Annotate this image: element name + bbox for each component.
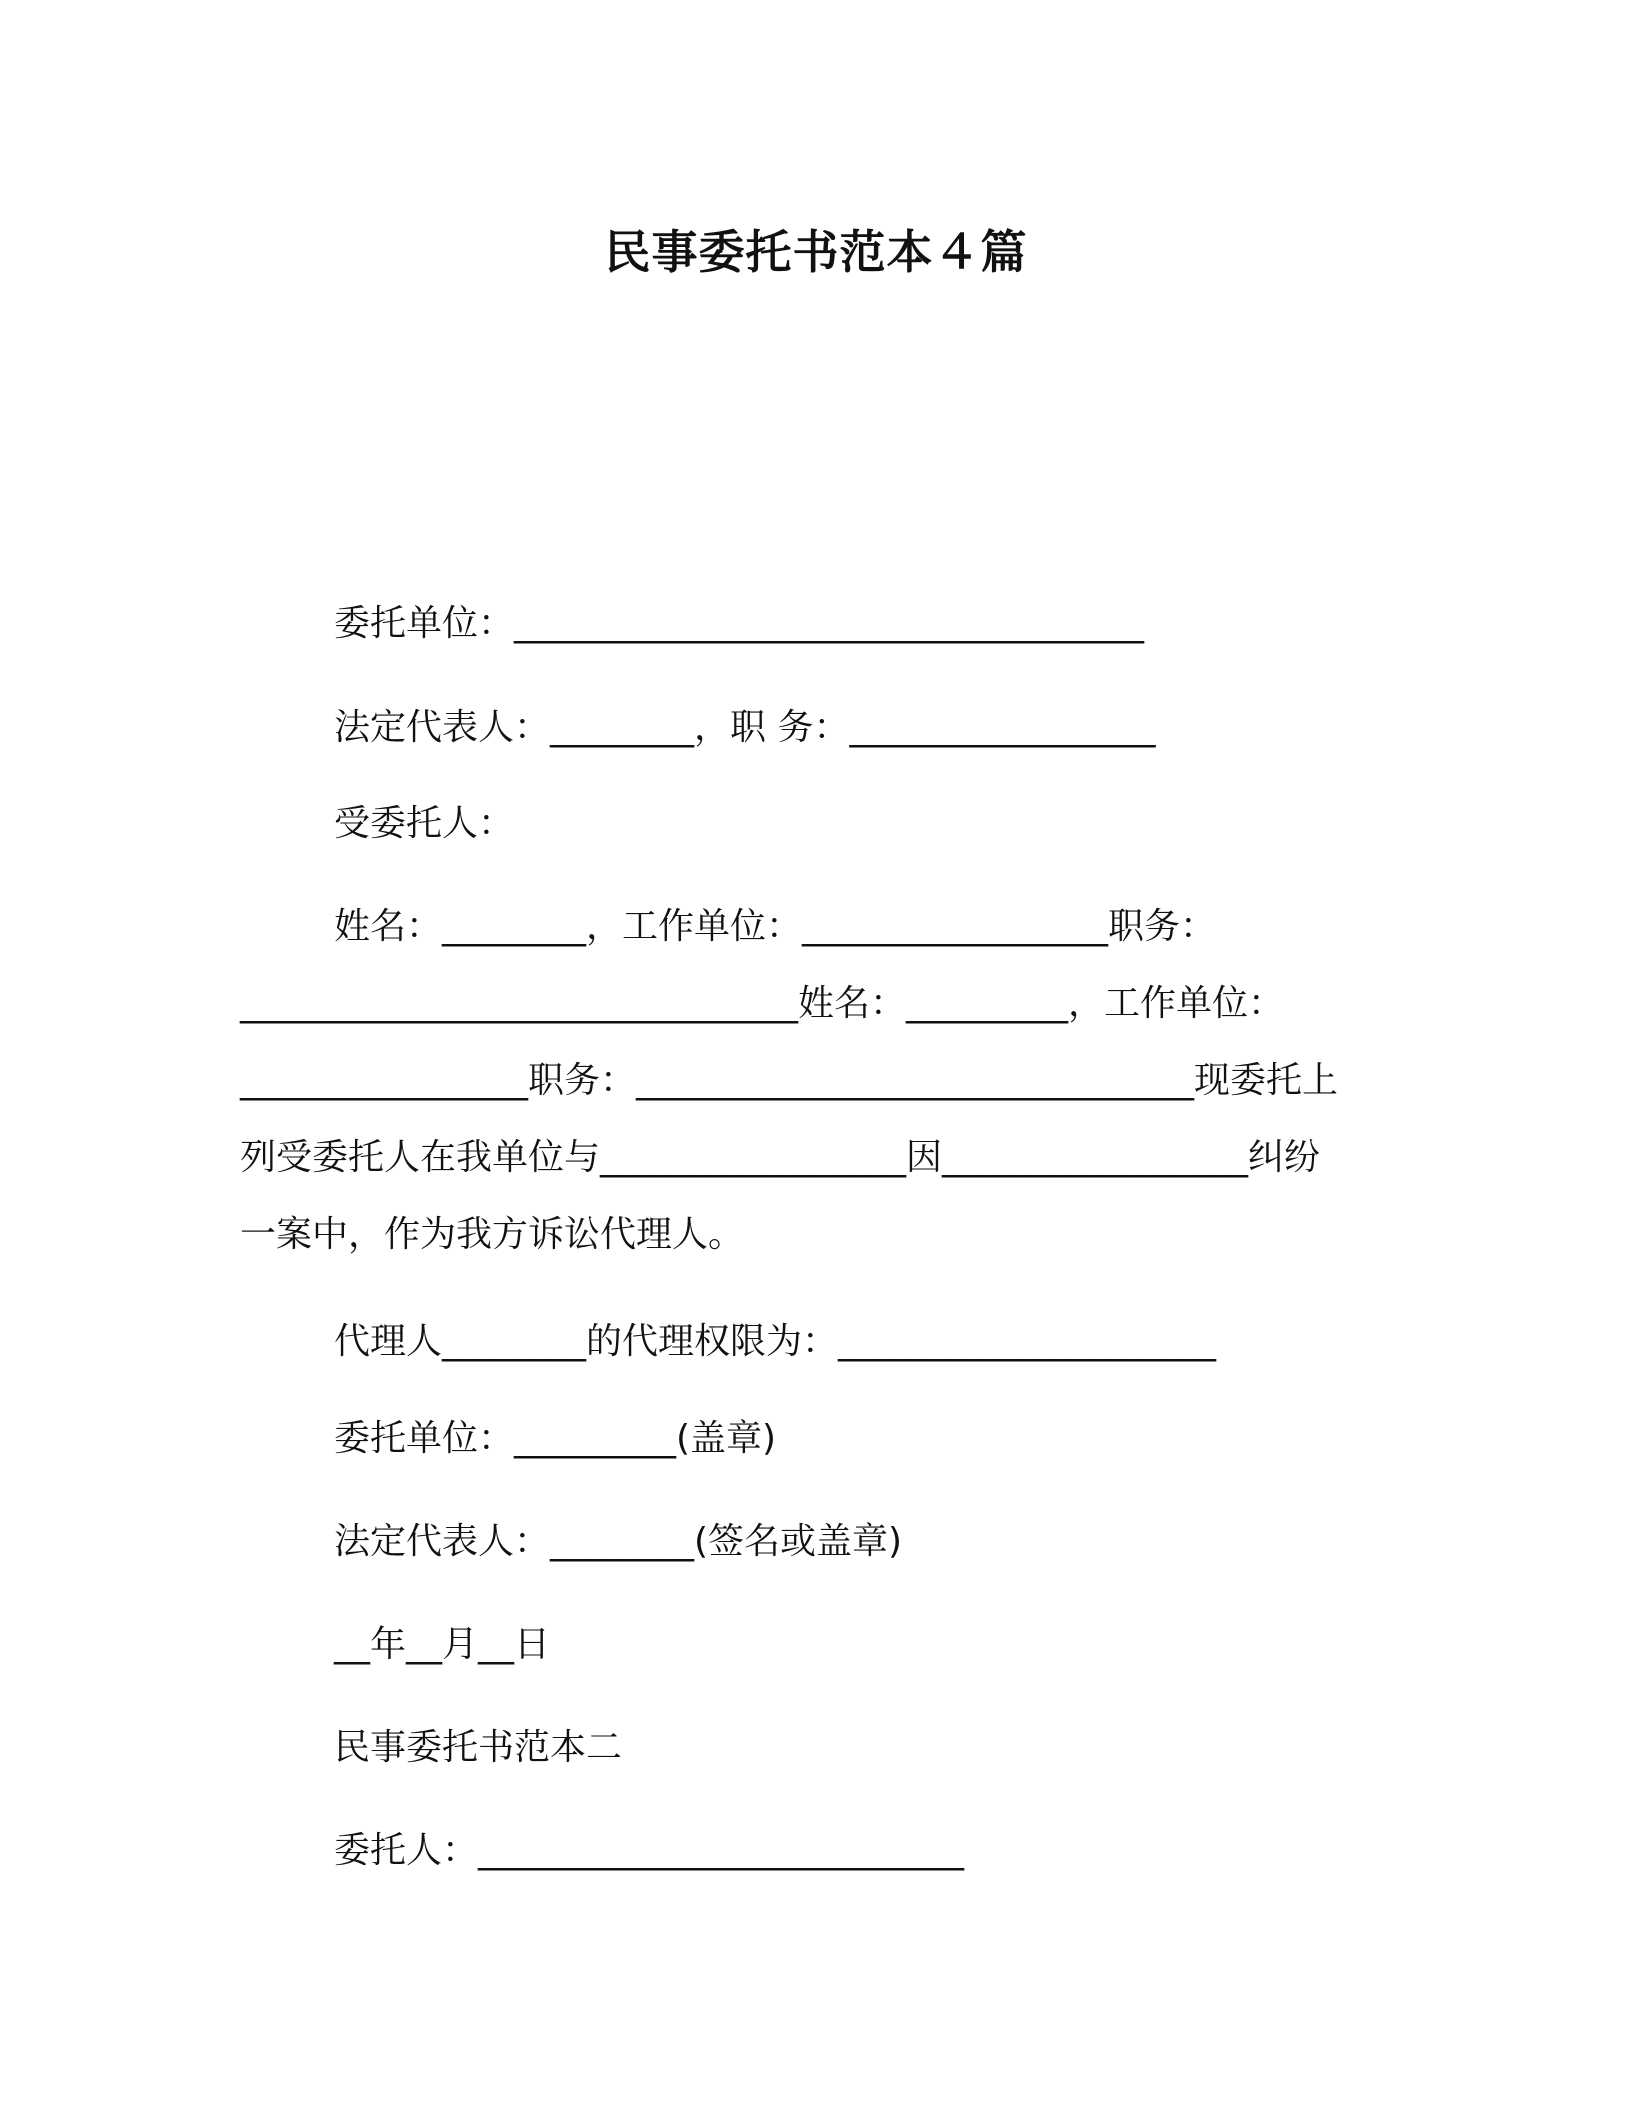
entrusting-unit-seal-line: 委托单位：_________(盖章)	[334, 1418, 777, 1459]
legal-representative-line: 法定代表人：________，职 务：_________________	[334, 707, 1156, 748]
entrusting-unit-line: 委托单位：___________________________________	[334, 603, 1145, 644]
legal-representative-signature-line: 法定代表人：________(签名或盖章)	[334, 1521, 903, 1562]
trustee-heading: 受委托人：	[334, 803, 515, 844]
trustee-info-line-4: 列受委托人在我单位与_________________因_________________纠纷	[240, 1137, 1321, 1178]
agent-authority-line: 代理人________的代理权限为：_____________________	[334, 1321, 1217, 1362]
date-line: __年__月__日	[334, 1624, 551, 1665]
document-title: 民事委托书范本４篇	[604, 225, 1028, 279]
client-line: 委托人：___________________________	[334, 1830, 965, 1871]
trustee-info-line-2: _______________________________姓名：_________，工作单位：	[240, 983, 1285, 1024]
trustee-info-line-3: ________________职务：_______________________________现委托上	[240, 1060, 1339, 1101]
trustee-info-line-1: 姓名：________，工作单位：_________________职务：	[334, 906, 1217, 947]
section-heading-two: 民事委托书范本二	[334, 1727, 623, 1768]
trustee-info-line-5: 一案中，作为我方诉讼代理人。	[240, 1214, 745, 1255]
